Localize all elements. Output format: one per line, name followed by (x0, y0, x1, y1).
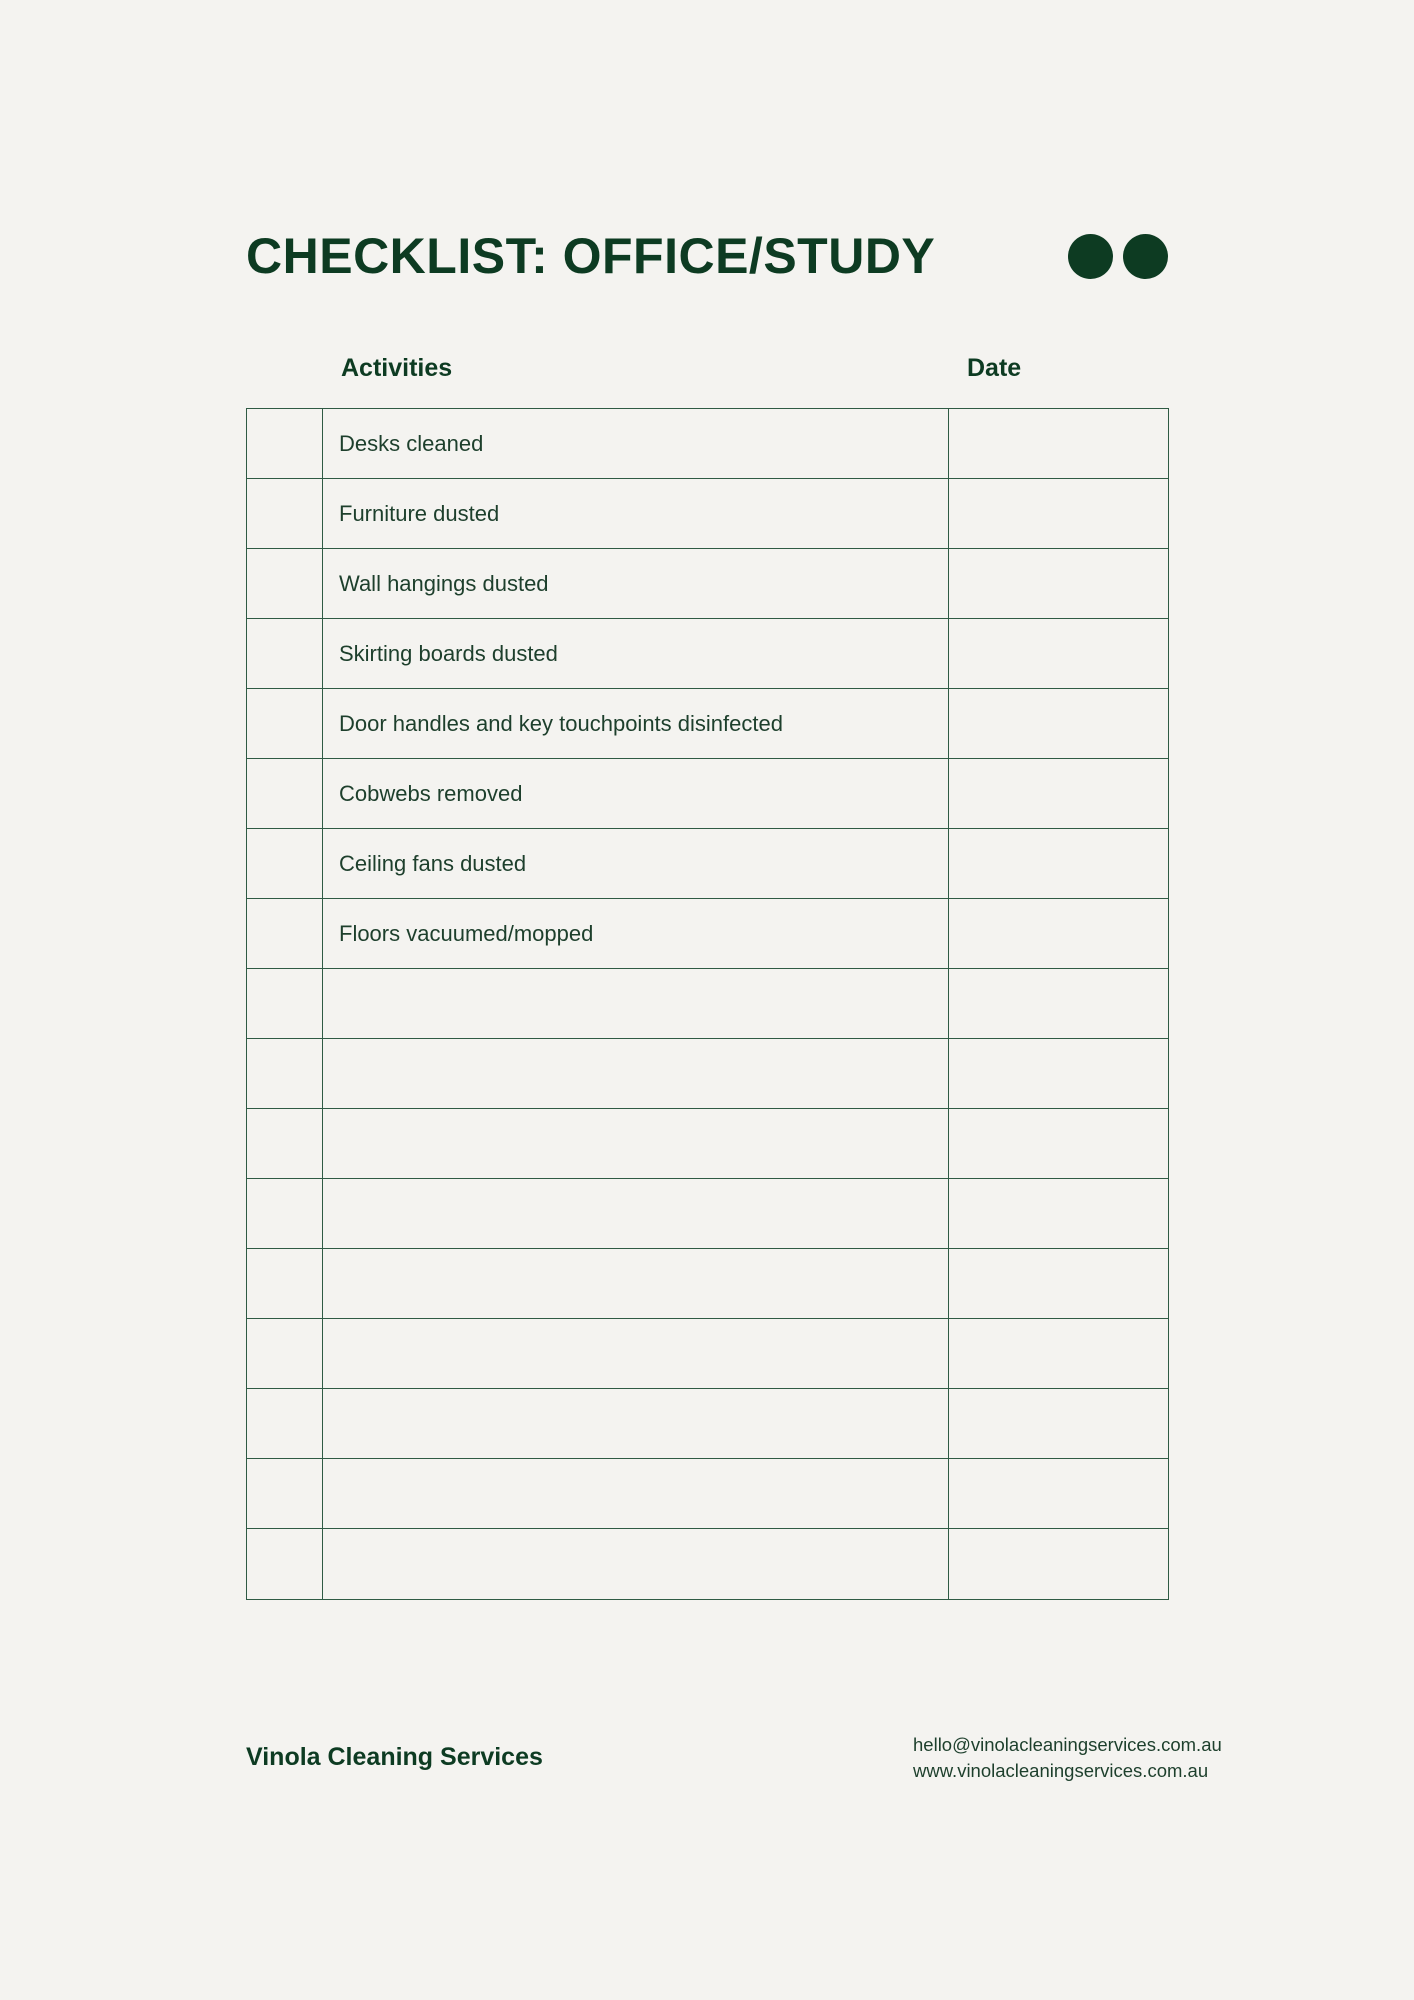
activity-cell: Skirting boards dusted (323, 619, 949, 689)
checklist-body (247, 409, 1169, 1600)
checkbox-cell[interactable] (247, 1459, 323, 1529)
table-row (247, 479, 1169, 549)
checkbox-cell[interactable] (247, 689, 323, 759)
circle-icon (1123, 234, 1168, 279)
date-cell[interactable] (949, 829, 1169, 899)
activity-cell (323, 1459, 949, 1529)
date-cell[interactable] (949, 899, 1169, 969)
table-row (247, 1459, 1169, 1529)
contact-website[interactable]: www.vinolacleaningservices.com.au (913, 1760, 1209, 1781)
activity-cell (323, 1389, 949, 1459)
activity-cell: Desks cleaned (323, 409, 949, 479)
activity-cell: Wall hangings dusted (323, 549, 949, 619)
activity-cell (323, 1109, 949, 1179)
activities-column-header: Activities (341, 354, 453, 382)
date-cell[interactable] (949, 1109, 1169, 1179)
activity-cell: Cobwebs removed (323, 759, 949, 829)
activity-cell: Ceiling fans dusted (323, 829, 949, 899)
table-row (247, 1389, 1169, 1459)
activity-cell (323, 1039, 949, 1109)
date-cell[interactable] (949, 969, 1169, 1039)
checkbox-cell[interactable] (247, 1389, 323, 1459)
table-row (247, 969, 1169, 1039)
date-cell[interactable] (949, 1529, 1169, 1600)
checklist-table (246, 408, 1169, 1600)
contact-info (913, 1732, 1222, 1784)
table-row (247, 1249, 1169, 1319)
checkbox-cell[interactable] (247, 1319, 323, 1389)
table-row (247, 1039, 1169, 1109)
date-cell[interactable] (949, 479, 1169, 549)
date-column-header: Date (967, 354, 1022, 382)
date-cell[interactable] (949, 1319, 1169, 1389)
activity-cell: Floors vacuumed/mopped (323, 899, 949, 969)
table-row (247, 899, 1169, 969)
table-row (247, 1179, 1169, 1249)
checkbox-cell[interactable] (247, 1249, 323, 1319)
table-row (247, 1319, 1169, 1389)
date-cell[interactable] (949, 1389, 1169, 1459)
company-name: Vinola Cleaning Services (246, 1743, 543, 1771)
table-row (247, 409, 1169, 479)
page-title: CHECKLIST: OFFICE/STUDY (246, 228, 936, 284)
activity-cell (323, 1179, 949, 1249)
decorative-dots (1068, 234, 1168, 279)
date-cell[interactable] (949, 689, 1169, 759)
activity-cell (323, 1249, 949, 1319)
date-cell[interactable] (949, 1459, 1169, 1529)
date-cell[interactable] (949, 1179, 1169, 1249)
date-cell[interactable] (949, 549, 1169, 619)
checkbox-cell[interactable] (247, 549, 323, 619)
table-row (247, 619, 1169, 689)
checkbox-cell[interactable] (247, 759, 323, 829)
date-cell[interactable] (949, 1249, 1169, 1319)
circle-icon (1068, 234, 1113, 279)
activity-cell (323, 1319, 949, 1389)
checkbox-cell[interactable] (247, 899, 323, 969)
table-row (247, 829, 1169, 899)
checkbox-cell[interactable] (247, 409, 323, 479)
date-cell[interactable] (949, 409, 1169, 479)
checkbox-cell[interactable] (247, 1109, 323, 1179)
checkbox-cell[interactable] (247, 1179, 323, 1249)
contact-email[interactable]: hello@vinolacleaningservices.com.au (913, 1734, 1222, 1755)
activity-cell: Furniture dusted (323, 479, 949, 549)
date-cell[interactable] (949, 1039, 1169, 1109)
activity-cell: Door handles and key touchpoints disinfected (323, 689, 949, 759)
checkbox-cell[interactable] (247, 1529, 323, 1600)
checkbox-cell[interactable] (247, 619, 323, 689)
date-cell[interactable] (949, 759, 1169, 829)
checkbox-cell[interactable] (247, 829, 323, 899)
activity-cell (323, 1529, 949, 1600)
activity-cell (323, 969, 949, 1039)
table-row (247, 549, 1169, 619)
date-cell[interactable] (949, 619, 1169, 689)
table-row (247, 1109, 1169, 1179)
table-row (247, 689, 1169, 759)
checkbox-cell[interactable] (247, 1039, 323, 1109)
checkbox-cell[interactable] (247, 479, 323, 549)
table-row (247, 1529, 1169, 1600)
checkbox-cell[interactable] (247, 969, 323, 1039)
table-row (247, 759, 1169, 829)
